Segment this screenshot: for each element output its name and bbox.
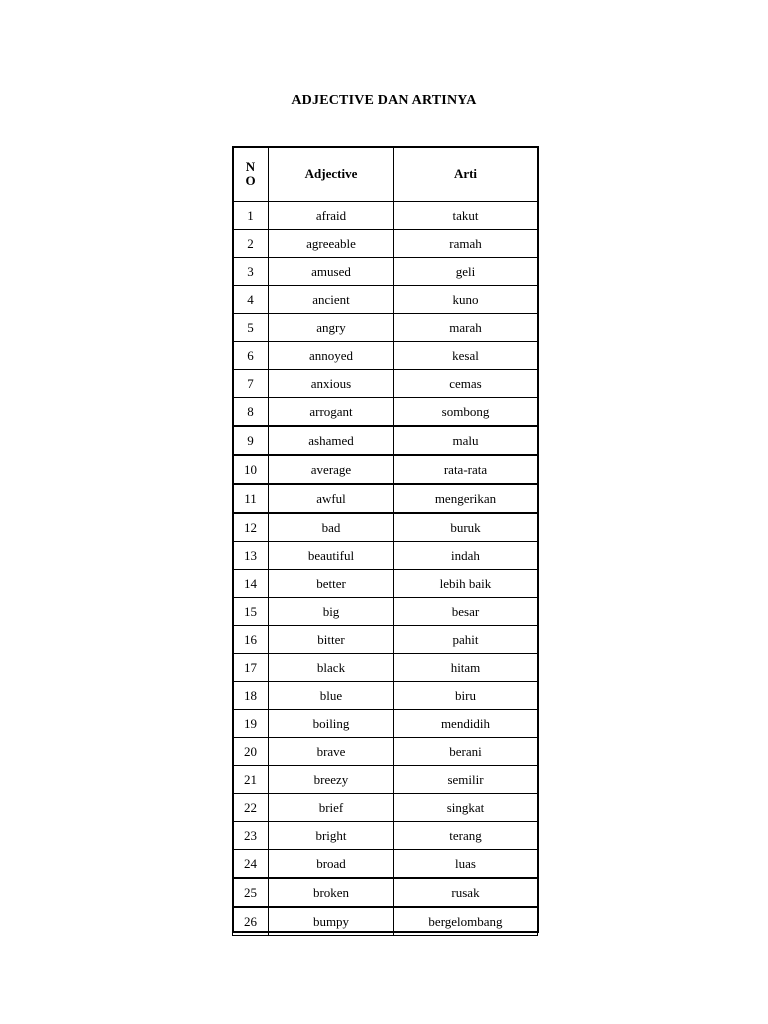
cell-no: 22 (233, 794, 269, 822)
cell-no: 9 (233, 426, 269, 455)
cell-no: 14 (233, 570, 269, 598)
cell-adjective: anxious (269, 370, 394, 398)
table-row (233, 258, 538, 286)
header-no-line1: N (245, 159, 256, 174)
cell-arti: rata-rata (394, 455, 538, 484)
table-row (233, 286, 538, 314)
table-header-row (233, 147, 538, 202)
cell-arti: geli (394, 258, 538, 286)
cell-adjective: afraid (269, 202, 394, 230)
table-row (233, 342, 538, 370)
cell-no: 11 (233, 484, 269, 513)
cell-arti: berani (394, 738, 538, 766)
cell-arti: semilir (394, 766, 538, 794)
table-row (233, 484, 538, 513)
cell-adjective: ancient (269, 286, 394, 314)
cell-arti: kesal (394, 342, 538, 370)
document-title: ADJECTIVE DAN ARTINYA (291, 93, 477, 108)
cell-adjective: blue (269, 682, 394, 710)
cell-arti: terang (394, 822, 538, 850)
header-arti: Arti (394, 147, 538, 202)
cell-adjective: broken (269, 878, 394, 907)
header-adjective: Adjective (269, 147, 394, 202)
cell-arti: ramah (394, 230, 538, 258)
cell-no: 6 (233, 342, 269, 370)
table-row (233, 822, 538, 850)
cell-adjective: annoyed (269, 342, 394, 370)
cell-no: 1 (233, 202, 269, 230)
adjective-table (232, 146, 538, 936)
cell-arti: takut (394, 202, 538, 230)
cell-no: 19 (233, 710, 269, 738)
cell-no: 16 (233, 626, 269, 654)
cell-no: 8 (233, 398, 269, 427)
table-row (233, 878, 538, 907)
cell-arti: pahit (394, 626, 538, 654)
cell-no: 18 (233, 682, 269, 710)
cell-no: 15 (233, 598, 269, 626)
cell-no: 20 (233, 738, 269, 766)
cell-adjective: bright (269, 822, 394, 850)
table-row (233, 542, 538, 570)
cell-adjective: black (269, 654, 394, 682)
cell-adjective: brief (269, 794, 394, 822)
cell-adjective: big (269, 598, 394, 626)
cell-adjective: angry (269, 314, 394, 342)
cell-arti: singkat (394, 794, 538, 822)
cell-no: 3 (233, 258, 269, 286)
cell-arti: mendidih (394, 710, 538, 738)
cell-no: 17 (233, 654, 269, 682)
table-row (233, 570, 538, 598)
table-body (233, 202, 538, 936)
cell-arti: malu (394, 426, 538, 455)
table-row (233, 426, 538, 455)
cell-arti: marah (394, 314, 538, 342)
cell-adjective: beautiful (269, 542, 394, 570)
cell-adjective: ashamed (269, 426, 394, 455)
table-row (233, 738, 538, 766)
cell-arti: bergelombang (394, 907, 538, 936)
cell-no: 24 (233, 850, 269, 879)
cell-no: 4 (233, 286, 269, 314)
table-row (233, 626, 538, 654)
table-row (233, 455, 538, 484)
table-row (233, 710, 538, 738)
cell-no: 10 (233, 455, 269, 484)
cell-arti: rusak (394, 878, 538, 907)
table-row (233, 907, 538, 936)
cell-arti: hitam (394, 654, 538, 682)
cell-no: 2 (233, 230, 269, 258)
cell-arti: besar (394, 598, 538, 626)
cell-arti: luas (394, 850, 538, 879)
cell-arti: sombong (394, 398, 538, 427)
table-row (233, 398, 538, 427)
cell-no: 21 (233, 766, 269, 794)
cell-arti: cemas (394, 370, 538, 398)
header-no-line2: O (245, 173, 256, 188)
cell-no: 25 (233, 878, 269, 907)
cell-arti: indah (394, 542, 538, 570)
cell-adjective: boiling (269, 710, 394, 738)
cell-arti: mengerikan (394, 484, 538, 513)
table-row (233, 654, 538, 682)
cell-no: 23 (233, 822, 269, 850)
cell-adjective: breezy (269, 766, 394, 794)
cell-adjective: amused (269, 258, 394, 286)
cell-arti: lebih baik (394, 570, 538, 598)
table-row (233, 850, 538, 879)
cell-no: 7 (233, 370, 269, 398)
cell-adjective: arrogant (269, 398, 394, 427)
cell-no: 5 (233, 314, 269, 342)
cell-adjective: better (269, 570, 394, 598)
table-row (233, 682, 538, 710)
cell-no: 26 (233, 907, 269, 936)
cell-adjective: average (269, 455, 394, 484)
table-row (233, 314, 538, 342)
cell-adjective: brave (269, 738, 394, 766)
cell-no: 13 (233, 542, 269, 570)
table-row (233, 202, 538, 230)
cell-adjective: agreeable (269, 230, 394, 258)
table-row (233, 230, 538, 258)
cell-arti: biru (394, 682, 538, 710)
cell-no: 12 (233, 513, 269, 542)
cell-adjective: awful (269, 484, 394, 513)
cell-adjective: bumpy (269, 907, 394, 936)
table-row (233, 370, 538, 398)
cell-adjective: bad (269, 513, 394, 542)
table-row (233, 794, 538, 822)
table-row (233, 598, 538, 626)
table-row (233, 766, 538, 794)
header-no (233, 147, 269, 202)
table-row (233, 513, 538, 542)
cell-adjective: bitter (269, 626, 394, 654)
cell-adjective: broad (269, 850, 394, 879)
cell-arti: buruk (394, 513, 538, 542)
cell-arti: kuno (394, 286, 538, 314)
